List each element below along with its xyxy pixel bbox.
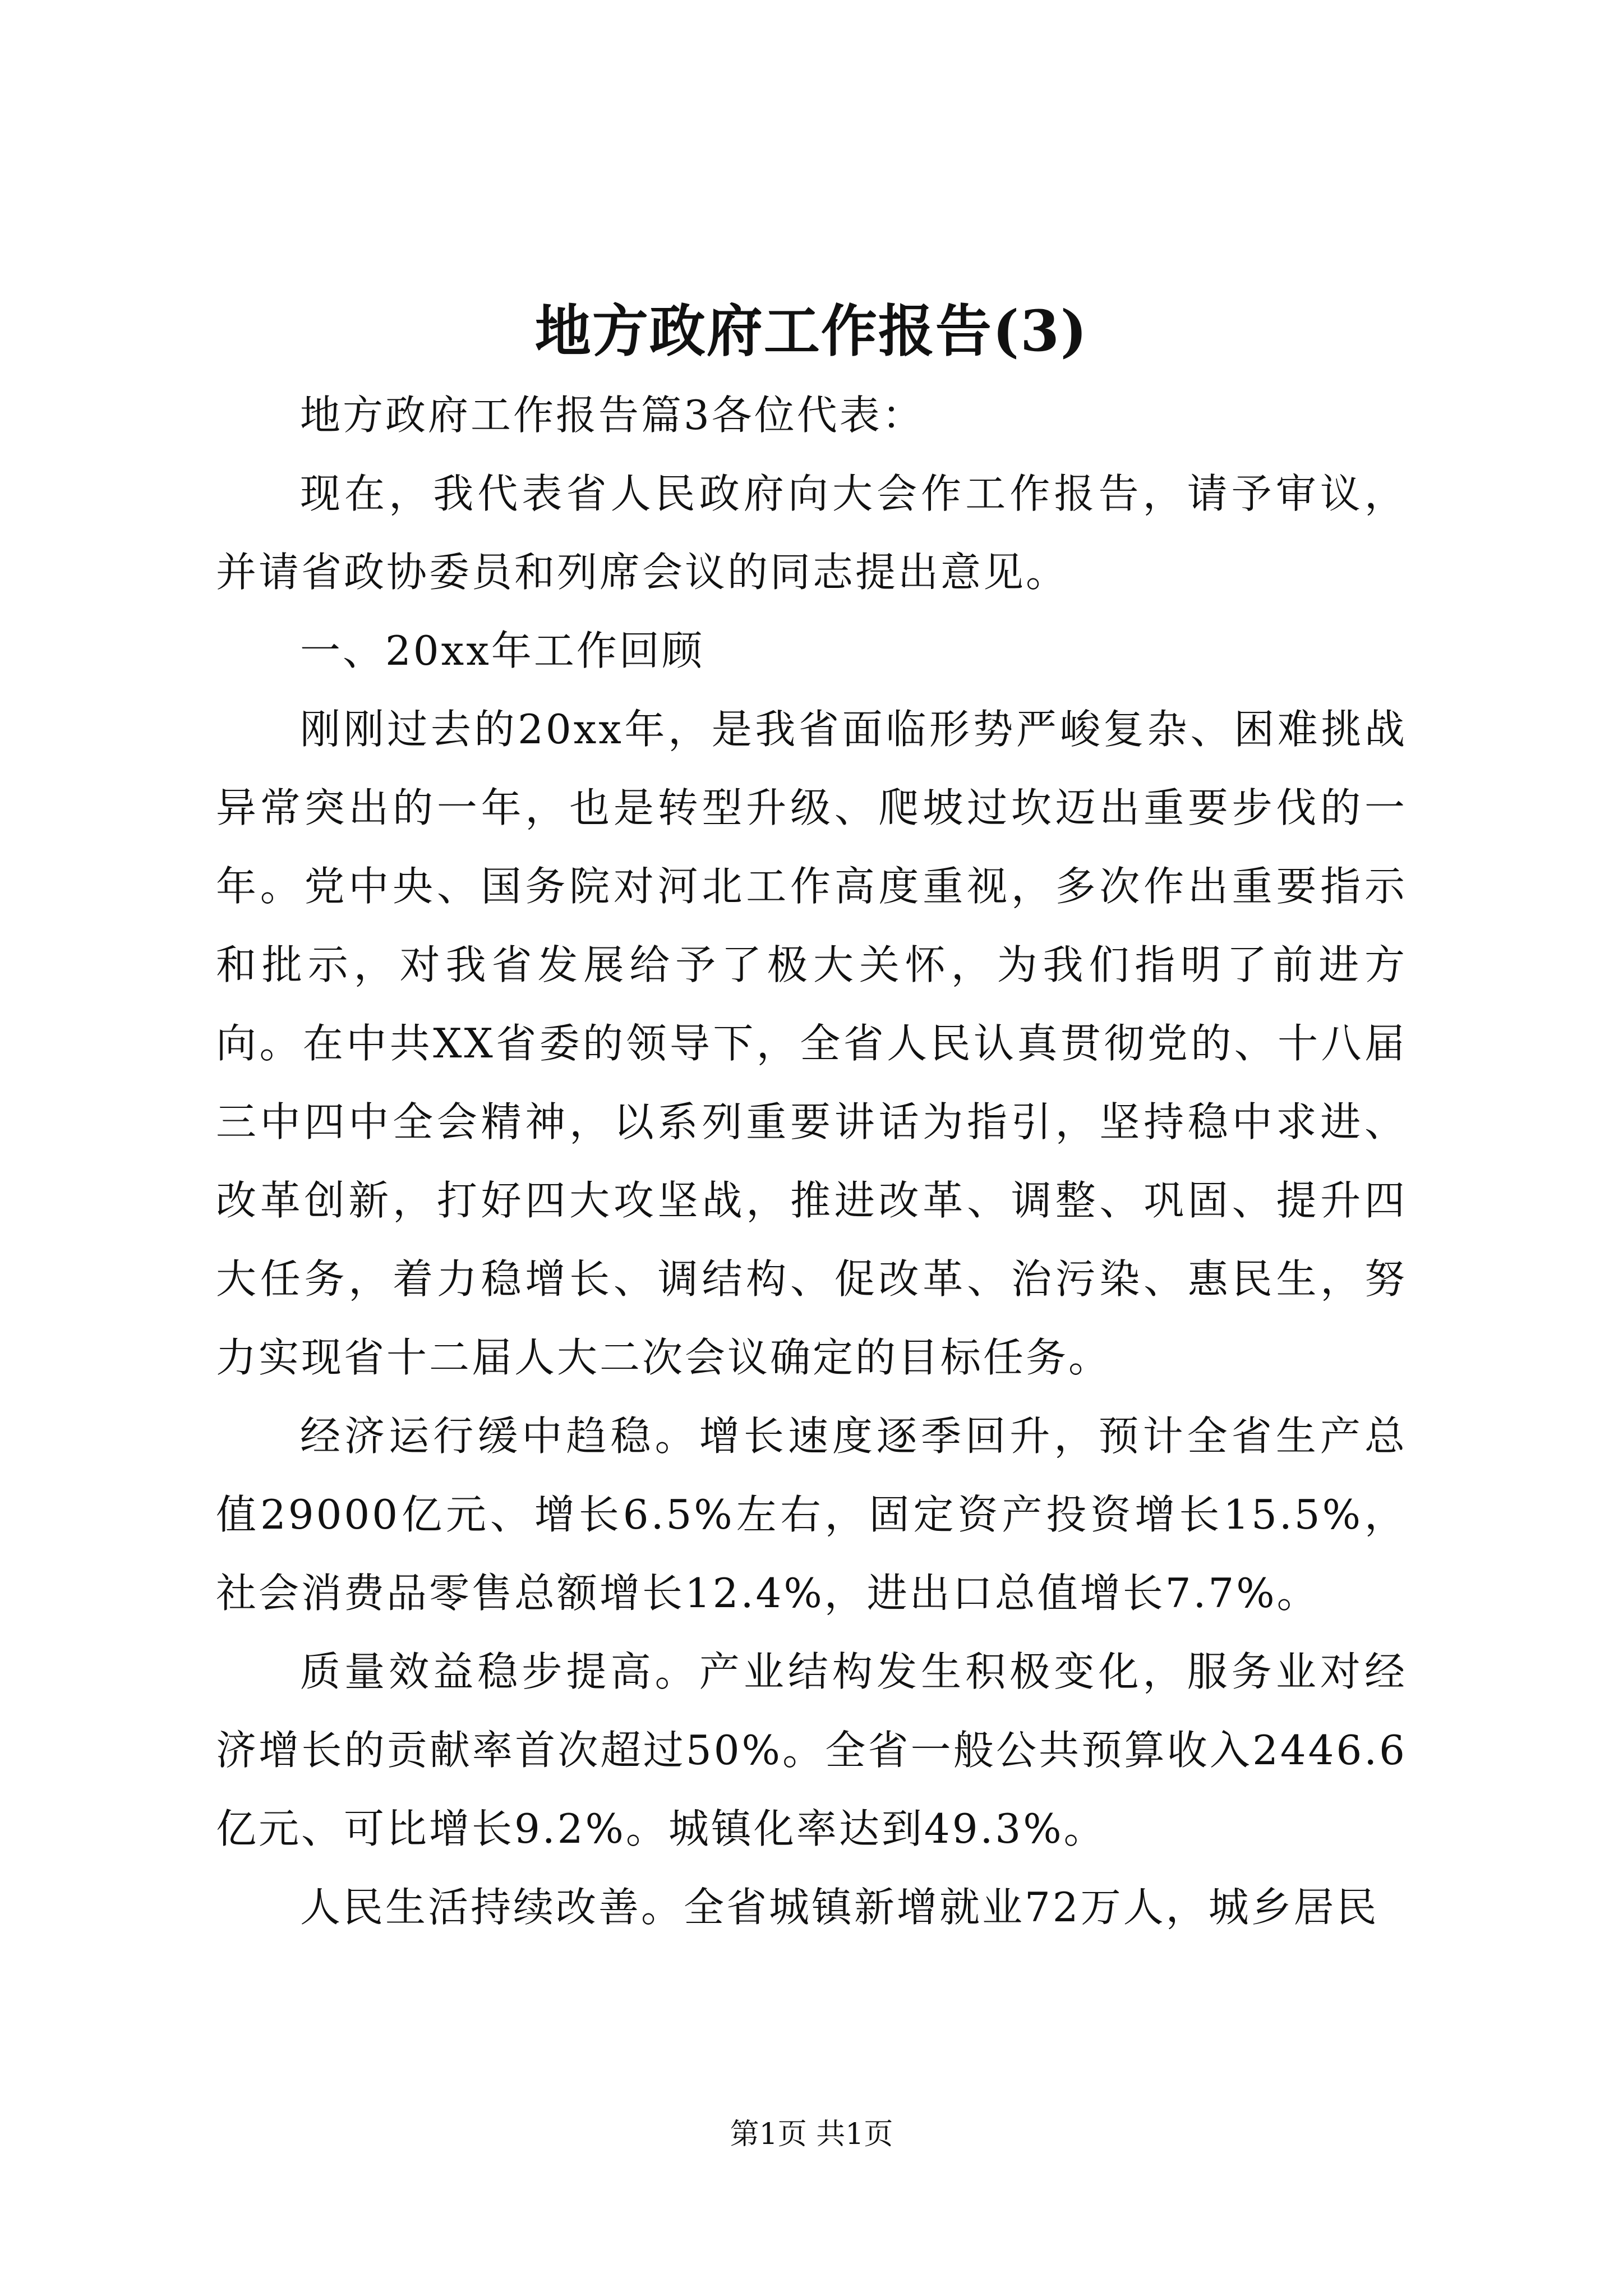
- document-title: 地方政府工作报告(3): [534, 298, 1089, 364]
- paragraph-quality: 质量效益稳步提高。产业结构发生积极变化，服务业对经济增长的贡献率首次超过50%。全省一般公共预算收入2446.6亿元、可比增长9.2%。城镇化率达到49.3%。: [216, 1648, 1407, 1852]
- paragraph-livelihood: 人民生活持续改善。全省城镇新增就业72万人，城乡居民: [300, 1884, 1379, 1931]
- paragraph-economy: 经济运行缓中趋稳。增长速度逐季回升，预计全省生产总值29000亿元、增长6.5%左右，固定资产投资增长15.5%，社会消费品零售总额增长12.4%，进出口总值增长7.7%。: [216, 1412, 1407, 1617]
- document-body: [216, 376, 1407, 1947]
- paragraph-intro: 现在，我代表省人民政府向大会作工作报告，请予审议，并请省政协委员和列席会议的同志提出意见。: [216, 470, 1407, 596]
- paragraph-review: 刚刚过去的20xx年，是我省面临形势严峻复杂、困难挑战异常突出的一年，也是转型升级、爬坡过坎迈出重要步伐的一年。党中央、国务院对河北工作高度重视，多次作出重要指示和批示，对我省发展给予了极大关怀，为我们指明了前进方向。在中共XX省委的领导下，全省人民认真贯彻党的、十八届三中四中全会精神，以系列重要讲话为指引，坚持稳中求进、改革创新，打好四大攻坚战，推进改革、调整、巩固、提升四大任务，着力稳增长、调结构、促改革、治污染、惠民生，努力实现省十二届人大二次会议确定的目标任务。: [216, 706, 1407, 1381]
- page-footer: 第1页 共1页: [730, 2118, 893, 2151]
- section-heading: 一、20xx年工作回顾: [300, 627, 704, 674]
- paragraph-salutation: 地方政府工作报告篇3各位代表：: [300, 392, 925, 439]
